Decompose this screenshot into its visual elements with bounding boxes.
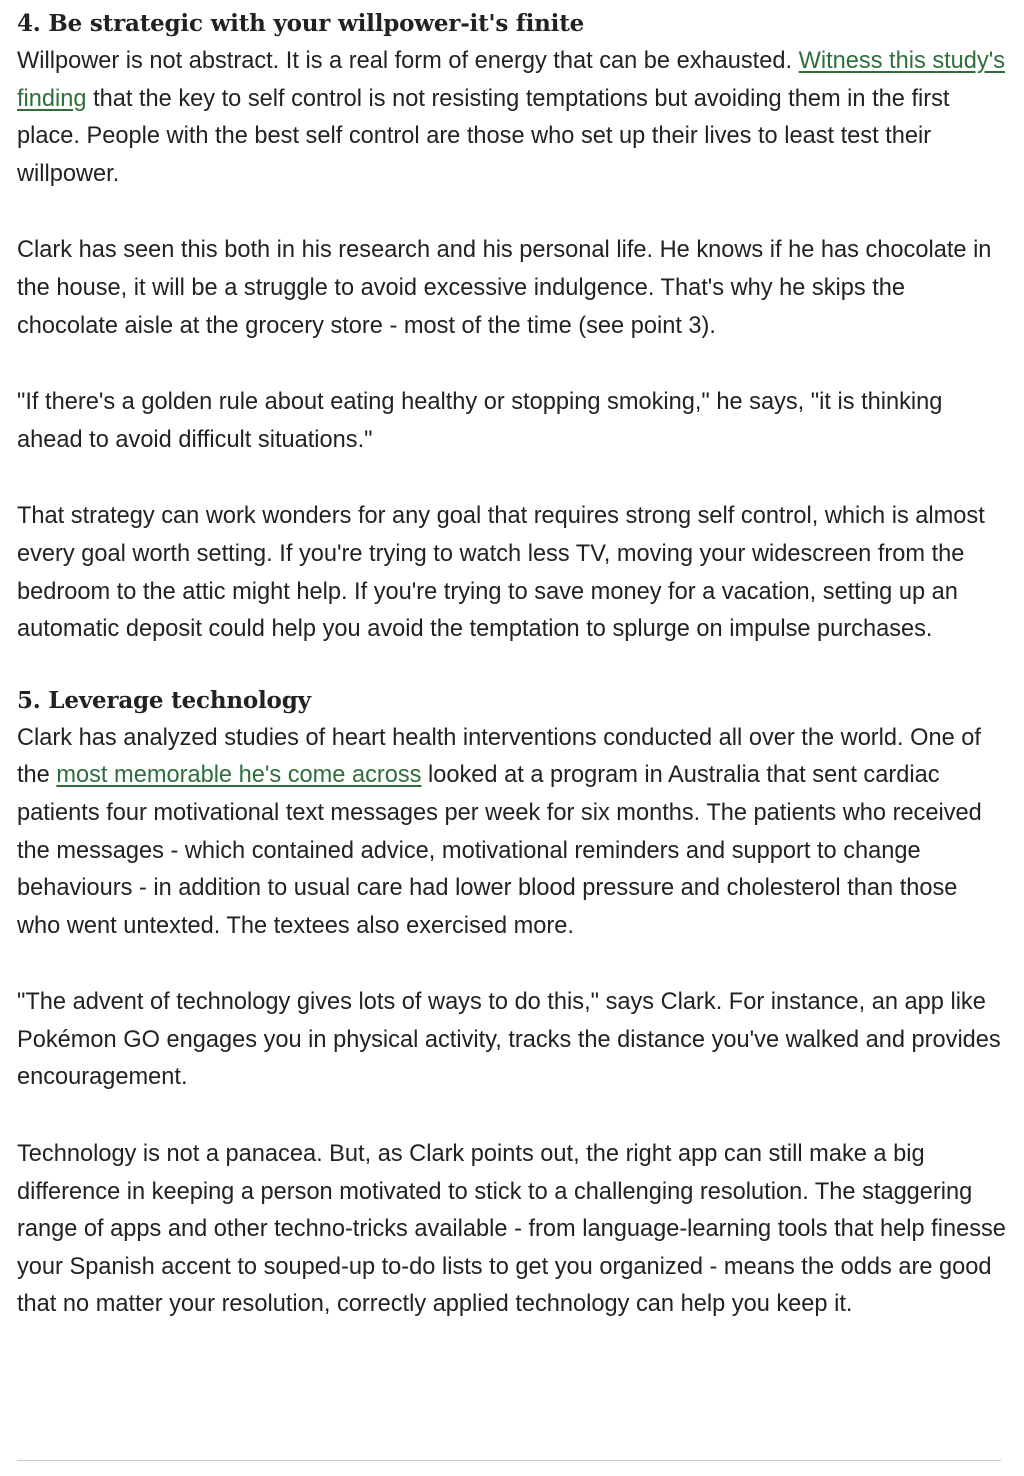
paragraph-panacea: Technology is not a panacea. But, as Clark points out, the right app can still make a big difference in keeping a person motivated to stick to a challenging resolution. The staggering range of apps and other techno-tricks available - from language-learning tools that help finesse your Spanish accent to souped-up to-do lists to get you organized - means the odds are good that no matter your resolution, correctly applied technology can help you keep it. — [17, 1141, 1006, 1318]
paragraph-advent-technology: "The advent of technology gives lots of ways to do this," says Clark. For instance, an app like Pokémon GO engages you in physical activity, tracks the distance you've walked and provides encouragement. — [17, 989, 1001, 1091]
study-finding-link[interactable]: Witness this study's finding — [17, 48, 1006, 112]
section-heading-technology: 5. Leverage technology — [17, 686, 311, 714]
paragraph-strategy: That strategy can work wonders for any goal that requires strong self control, which is almost every goal worth setting. If you're trying to watch less TV, moving your widescreen from the bedroom to the attic might help. If you're trying to save money for a vacation, setting up an automatic deposit could help you avoid the temptation to splurge on impulse purchases. — [17, 503, 985, 643]
paragraph-willpower-intro — [17, 43, 1007, 193]
memorable-study-link[interactable]: most memorable he's come across — [56, 762, 422, 789]
paragraph-text: looked at a program in Australia that sent cardiac patients four motivational text messages per week for six months. The patients who received the messages - which contained advice, motivational reminders and support to change behaviours - in addition to usual care had lower blood pressure and cholesterol than those who went untexted. The textees also exercised more. — [17, 762, 982, 939]
section-heading-willpower: 4. Be strategic with your willpower-it's finite — [17, 10, 585, 37]
paragraph-text: Clark has analyzed studies of heart health interventions conducted all over the world. One of the — [17, 724, 981, 789]
paragraph-text: Willpower is not abstract. It is a real form of energy that can be exhausted. — [17, 48, 799, 74]
paragraph-golden-rule-quote: "If there's a golden rule about eating healthy or stopping smoking," he says, "it is thinking ahead to avoid difficult situations." — [17, 389, 943, 453]
section-divider — [17, 1460, 1001, 1461]
paragraph-text: that the key to self control is not resisting temptations but avoiding them in the first place. People with the best self control are those who set up their lives to least test their willpower. — [17, 85, 950, 187]
paragraph-clark-chocolate: Clark has seen this both in his research and his personal life. He knows if he has chocolate in the house, it will be a struggle to avoid excessive indulgence. That's why he skips the chocolate aisle at the grocery store - most of the time (see point 3). — [17, 237, 992, 339]
paragraph-heart-health — [17, 720, 1007, 946]
article-body — [17, 0, 1007, 1324]
